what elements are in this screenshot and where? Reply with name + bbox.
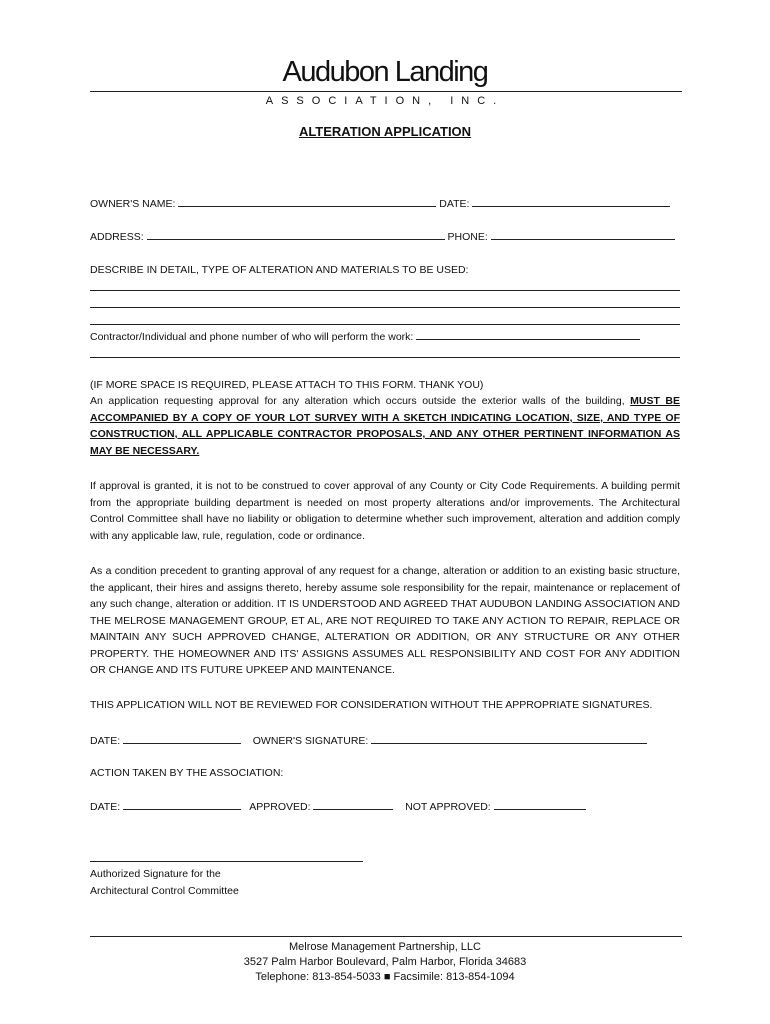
describe-line-2[interactable]: [90, 307, 680, 308]
footer-company: Melrose Management Partnership, LLC: [289, 941, 481, 953]
contractor-field[interactable]: [416, 329, 640, 340]
approval-request-text: An application requesting approval for any alteration which occurs outside the exterior walls of the building,: [90, 395, 625, 407]
approved-field[interactable]: [313, 799, 393, 810]
contractor-label: Contractor/Individual and phone number of who will perform the work:: [90, 331, 414, 343]
address-field[interactable]: [147, 229, 445, 240]
approval-requirements-paragraph: [90, 393, 680, 459]
authorized-signature-line[interactable]: [90, 861, 363, 862]
date-label: DATE:: [439, 198, 470, 210]
approval-date-label: DATE:: [90, 801, 121, 813]
approval-date-field[interactable]: [123, 799, 241, 810]
owner-name-row: [90, 196, 670, 211]
phone-field[interactable]: [491, 229, 675, 240]
signatures-note: THIS APPLICATION WILL NOT BE REVIEWED FOR CONSIDERATION WITHOUT THE APPROPRIATE SIGNATURES.: [90, 699, 653, 711]
form-title: ALTERATION APPLICATION: [298, 124, 472, 139]
footer-rule: [90, 936, 682, 937]
owner-name-field[interactable]: [178, 196, 436, 207]
footer-facsimile: Facsimile: 813-854-1094: [393, 971, 515, 983]
owner-signature-row: [90, 733, 647, 748]
footer-address: 3527 Palm Harbor Boulevard, Palm Harbor, Florida 34683: [243, 956, 527, 968]
action-taken-label: ACTION TAKEN BY THE ASSOCIATION:: [90, 767, 284, 779]
describe-line-3[interactable]: [90, 324, 680, 325]
association-subtitle: ASSOCIATION, INC.: [265, 95, 505, 107]
approved-label: APPROVED:: [249, 801, 311, 813]
address-row: [90, 229, 675, 244]
owner-name-label: OWNER'S NAME:: [90, 198, 176, 210]
date-field[interactable]: [472, 196, 670, 207]
header-rule: [90, 91, 682, 92]
condition-paragraph: As a condition precedent to granting approval of any request for a change, alteration or addition to an existing basic structure, the applicant, their hires and assigns thereto, hereby assume sole responsibility for the repair, maintenance or replacement of any such change, alteration or addition. IT IS UNDERSTOOD AND AGREED THAT AUDUBON LANDING ASSOCIATION AND THE MELROSE MANAGEMENT GROUP, ET AL, ARE NOT REQUIRED TO TAKE ANY ACTION TO REPAIR, REPLACE OR MAINTAIN ANY SUCH APPROVED CHANGE, ALTERATION OR ADDITION, OR ANY STRUCTURE OR ANY OTHER PROPERTY. THE HOMEOWNER AND ITS' ASSIGNS ASSUMES ALL RESPONSIBILITY AND COST FOR ANY ADDITION OR CHANGE AND ITS FUTURE UPKEEP AND MAINTENANCE.: [90, 565, 680, 676]
authorized-signature-caption-2: Architectural Control Committee: [90, 885, 239, 897]
attach-note: (IF MORE SPACE IS REQUIRED, PLEASE ATTACH TO THIS FORM. THANK YOU): [90, 379, 484, 391]
not-approved-label: NOT APPROVED:: [405, 801, 491, 813]
address-label: ADDRESS:: [90, 231, 144, 243]
describe-line-1[interactable]: [90, 290, 680, 291]
not-approved-field[interactable]: [494, 799, 586, 810]
contractor-line-2[interactable]: [90, 357, 680, 358]
contractor-row: [90, 329, 640, 344]
approval-row: [90, 799, 586, 814]
approval-request-requirements: MUST BE ACCOMPANIED BY A COPY OF YOUR LOT SURVEY WITH A SKETCH INDICATING LOCATION, SIZE, AND TYPE OF CONSTRUCTION, ALL APPLICABLE CONTRACTOR PROPOSALS, AND ANY OTHER PERTINENT INFORMATION AS MAY BE NECESSARY.: [90, 395, 680, 457]
phone-label: PHONE:: [447, 231, 488, 243]
authorized-signature-caption-1: Authorized Signature for the: [90, 868, 221, 880]
association-logo-title: Audubon Landing: [282, 56, 488, 88]
signature-date-field[interactable]: [123, 733, 241, 744]
signature-date-label: DATE:: [90, 735, 121, 747]
footer-contact: [0, 970, 770, 985]
owner-signature-label: OWNER'S SIGNATURE:: [252, 735, 369, 747]
owner-signature-field[interactable]: [371, 733, 647, 744]
permit-paragraph: If approval is granted, it is not to be construed to cover approval of any County or City Code Requirements. A building permit from the appropriate building department is needed on most property alterations and/or improvements. The Architectural Control Committee shall have no liability or obligation to determine whether such improvement, alteration and addition comply with any applicable law, rule, regulation, code or ordinance.: [90, 480, 680, 542]
describe-label: DESCRIBE IN DETAIL, TYPE OF ALTERATION AND MATERIALS TO BE USED:: [90, 264, 469, 276]
square-bullet-icon: ■: [383, 971, 391, 983]
footer-telephone: Telephone: 813-854-5033: [255, 971, 381, 983]
